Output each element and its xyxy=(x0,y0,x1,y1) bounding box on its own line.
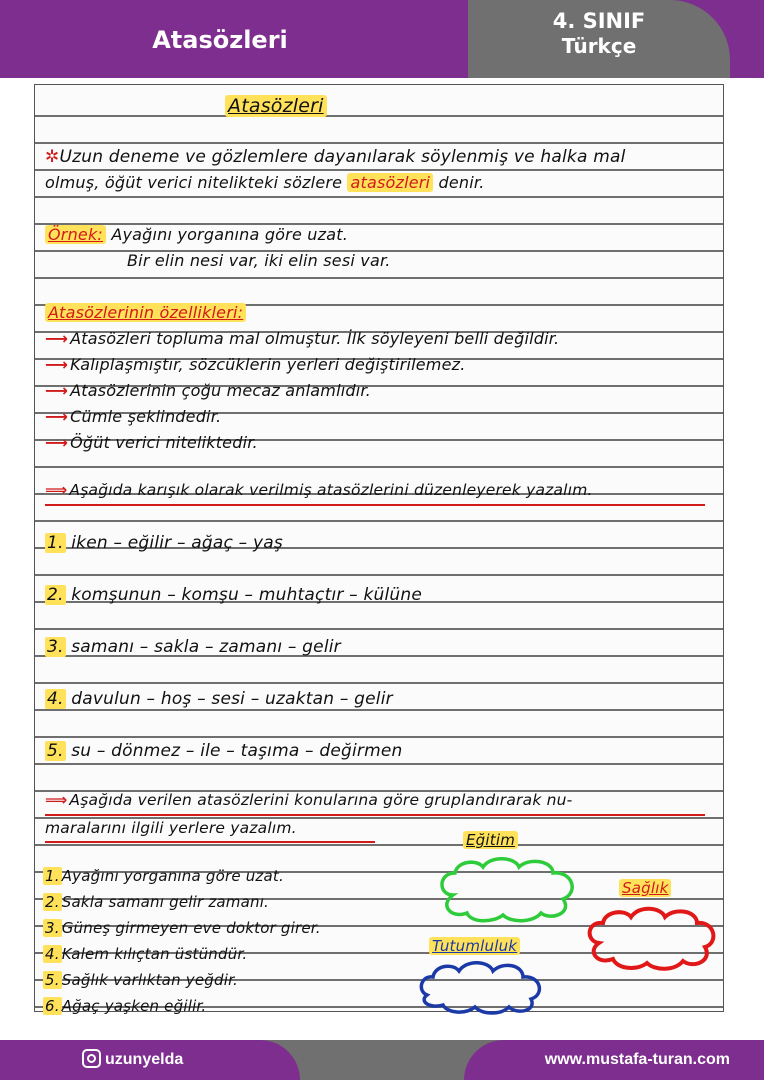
notes-heading: Atasözleri xyxy=(225,95,327,117)
cloud-saglik xyxy=(581,903,721,975)
notebook-page xyxy=(34,84,724,1015)
instagram-username: uzunyelda xyxy=(105,1051,184,1068)
feature-item: ⟶ Atasözleri topluma mal olmuştur. İlk söyleyeni belli değildir. xyxy=(45,329,560,348)
instagram-icon xyxy=(82,1049,101,1068)
scrambled-item: 3. samanı – sakla – zamanı – gelir xyxy=(47,637,341,657)
proverb-item: 6. Ağaç yaşken eğilir. xyxy=(45,997,207,1015)
scrambled-item: 1. iken – eğilir – ağaç – yaş xyxy=(47,533,283,553)
task-2-underline-2 xyxy=(45,841,375,843)
grade-badge xyxy=(468,0,730,78)
instagram-handle[interactable] xyxy=(0,1040,300,1080)
task-1-underline xyxy=(45,504,705,506)
example-line-1: Örnek: Ayağını yorganına göre uzat. xyxy=(45,225,348,244)
group-label-saglik: Sağlık xyxy=(619,879,671,897)
group-label-egitim: Eğitim xyxy=(463,831,518,849)
task-2-underline-1 xyxy=(45,814,705,816)
task-2-instruction-line-1: ⟹ Aşağıda verilen atasözlerini konularına göre gruplandırarak nu- xyxy=(45,791,573,809)
proverb-item: 3. Güneş girmeyen eve doktor girer. xyxy=(45,919,321,937)
proverb-item: 5. Sağlık varlıktan yeğdir. xyxy=(45,971,239,989)
proverb-item: 2. Sakla samanı gelir zamanı. xyxy=(45,893,270,911)
grade-label: 4. SINIF xyxy=(552,9,646,33)
example-label: Örnek: xyxy=(45,225,106,244)
features-heading: Atasözlerinin özellikleri: xyxy=(45,303,246,322)
scrambled-item: 5. su – dönmez – ile – taşıma – değirmen xyxy=(47,741,403,761)
scrambled-item: 4. davulun – hoş – sesi – uzaktan – gelir xyxy=(47,689,393,709)
task-2-instruction-line-2: maralarını ilgili yerlere yazalım. xyxy=(45,819,297,837)
proverb-item: 1. Ayağını yorganına göre uzat. xyxy=(45,867,284,885)
cloud-egitim xyxy=(433,855,583,925)
feature-item: ⟶ Atasözlerinin çoğu mecaz anlamlıdır. xyxy=(45,381,371,400)
cloud-tutumluluk xyxy=(413,955,553,1015)
definition-line-2: olmuş, öğüt verici nitelikteki sözlere atasözleri denir. xyxy=(45,173,485,192)
proverb-item: 4. Kalem kılıçtan üstündür. xyxy=(45,945,248,963)
feature-item: ⟶ Öğüt verici niteliktedir. xyxy=(45,433,258,452)
feature-item: ⟶ Kalıplaşmıştır, sözcüklerin yerleri değiştirilemez. xyxy=(45,355,466,374)
definition-term: atasözleri xyxy=(347,173,433,192)
website-link[interactable]: www.mustafa-turan.com xyxy=(464,1040,764,1080)
definition-line-1: ✲Uzun deneme ve gözlemlere dayanılarak söylenmiş ve halka mal xyxy=(45,147,626,167)
task-1-instruction: ⟹ Aşağıda karışık olarak verilmiş atasözlerini düzenleyerek yazalım. xyxy=(45,481,593,499)
subject-label: Türkçe xyxy=(561,34,637,58)
scrambled-item: 2. komşunun – komşu – muhtaçtır – külüne xyxy=(47,585,423,605)
footer-bar xyxy=(0,1040,764,1080)
group-label-tutumluluk: Tutumluluk xyxy=(429,937,520,955)
page-title: Atasözleri xyxy=(152,26,288,54)
example-line-2: Bir elin nesi var, iki elin sesi var. xyxy=(127,251,391,270)
header-bar xyxy=(0,0,764,78)
feature-item: ⟶ Cümle şeklindedir. xyxy=(45,407,222,426)
